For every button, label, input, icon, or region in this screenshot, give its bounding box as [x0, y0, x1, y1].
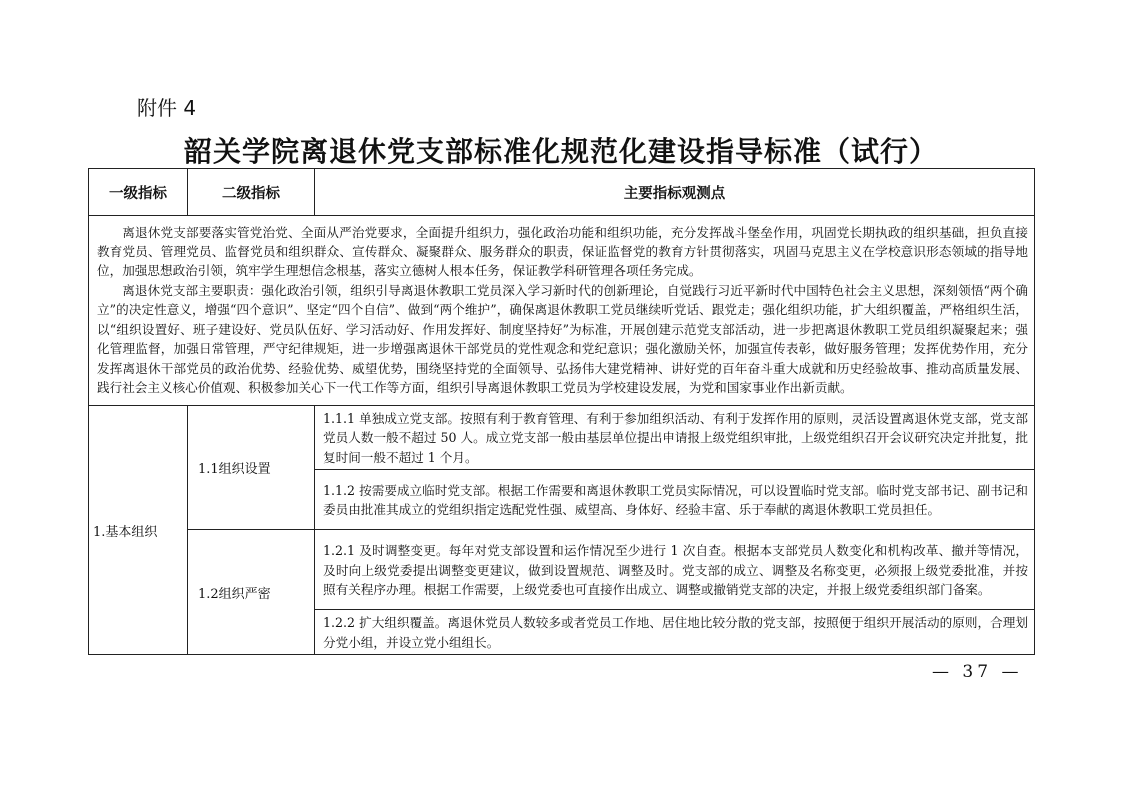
document-title: 韶关学院离退休党支部标准化规范化建设指导标准（试行） — [183, 135, 938, 168]
header-level1: 一级指标 — [89, 169, 188, 216]
intro-cell — [89, 216, 1035, 406]
attachment-label: 附件 4 — [137, 96, 197, 120]
table-row — [89, 530, 1035, 610]
observation-cell: 1.2.1 及时调整变更。每年对党支部设置和运作情况至少进行 1 次自查。根据本支部党员人数变化和机构改革、撤并等情况，及时向上级党委提出调整变更建议，做到设置规范、调整及时。党支部的成立、调整及名称变更，必须报上级党委批准，并按照有关程序办理。根据工作需要，上级党委也可直接作出成立、调整或撤销党支部的决定，并报上级党委组织部门备案。 — [315, 530, 1035, 610]
level2-cell: 1.2组织严密 — [188, 530, 315, 655]
header-level2: 二级指标 — [188, 169, 315, 216]
intro-paragraph: 离退休党支部主要职责：强化政治引领，组织引导离退休教职工党员深入学习新时代的创新理论，自觉践行习近平新时代中国特色社会主义思想，深刻领悟“两个确立”的决定性意义，增强“四个意识”、坚定“四个自信”、做到“两个维护”，确保离退休教职工党员继续听党话、跟党走；强化组织功能，扩大组织覆盖，严格组织生活，以“组织设置好、班子建设好、党员队伍好、学习活动好、作用发挥好、制度坚持好”为标准，开展创建示范党支部活动，进一步把离退休教职工党员组织凝聚起来；强化管理监督，加强日常管理，严守纪律规矩，进一步增强离退休干部党员的党性观念和党纪意识；强化激励关怀，加强宣传表彰，做好服务管理；发挥优势作用，充分发挥离退休干部党员的政治优势、经验优势、威望优势，围绕坚持党的全面领导、弘扬伟大建党精神、讲好党的百年奋斗重大成就和历史经验故事、推动高质量发展、践行社会主义核心价值观、积极参加关心下一代工作等方面，组织引导离退休教职工党员为学校建设发展，为党和国家事业作出新贡献。 — [97, 282, 1028, 395]
observation-cell: 1.2.2 扩大组织覆盖。离退休党员人数较多或者党员工作地、居住地比较分散的党支部，按照便于组织开展活动的原则，合理划分党小组，并设立党小组组长。 — [315, 610, 1035, 655]
observation-cell: 1.1.1 单独成立党支部。按照有利于教育管理、有利于参加组织活动、有利于发挥作用的原则，灵活设置离退休党支部，党支部党员人数一般不超过 50 人。成立党支部一般由基层单位提出申请报上级党组织审批，上级党组织召开会议研究决定并批复，批复时间一般不超过 1 个月。 — [315, 406, 1035, 470]
table-row — [89, 406, 1035, 470]
observation-cell: 1.1.2 按需要成立临时党支部。根据工作需要和离退休教职工党员实际情况，可以设置临时党支部。临时党支部书记、副书记和委员由批准其成立的党组织指定选配党性强、威望高、身体好、经验丰富、乐于奉献的离退休教职工党员担任。 — [315, 470, 1035, 530]
header-observation: 主要指标观测点 — [315, 169, 1035, 216]
level1-cell: 1.基本组织 — [89, 406, 188, 655]
intro-row — [89, 216, 1035, 406]
intro-paragraph: 离退休党支部要落实管党治党、全面从严治党要求，全面提升组织力，强化政治功能和组织功能，充分发挥战斗堡垒作用，巩固党长期执政的组织基础，担负直接教育党员、管理党员、监督党员和组织群众、宣传群众、凝聚群众、服务群众的职责，保证监督党的教育方针贯彻落实，巩固马克思主义在学校意识形态领域的指导地位，加强思想政治引领，筑牢学生理想信念根基，落实立德树人根本任务，保证教学科研管理各项任务完成。 — [97, 224, 1028, 279]
table-header-row — [89, 169, 1035, 216]
page-number: — 37 — — [932, 662, 1023, 682]
level2-cell: 1.1组织设置 — [188, 406, 315, 530]
indicator-table — [88, 168, 1035, 655]
